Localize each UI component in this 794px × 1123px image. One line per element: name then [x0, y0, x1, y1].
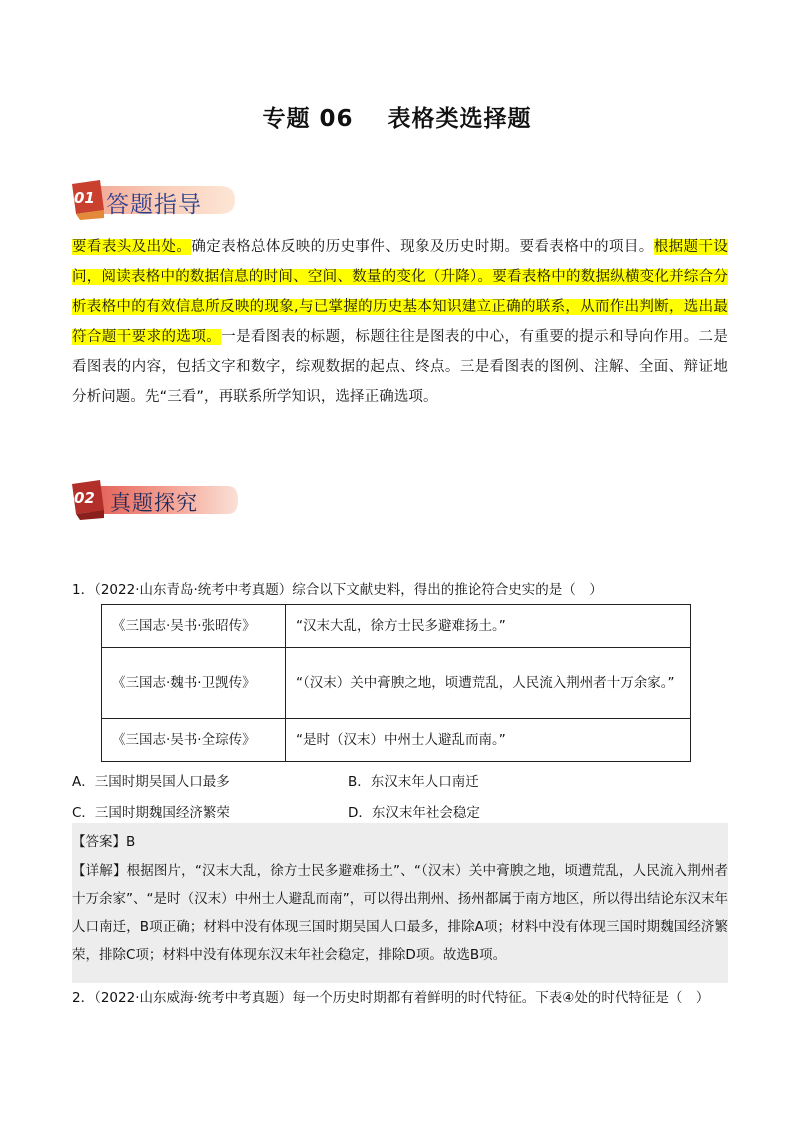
table-row: [102, 648, 691, 719]
guide-highlight-2: 根据题干设问，阅读表格中的数据信息的时间、空间、数量的变化（升降）。要看表格中的数据纵横变化并综合分析表格中的有效信息所反映的现象,与已掌握的历史基本知识建立正确的联系，从而作出判断，选出最符合题干要求的选项。: [72, 239, 728, 345]
guide-text-1: 确定表格总体反映的历史事件、现象及历史时期。要看表格中的项目。: [191, 239, 654, 255]
table-row: [102, 719, 691, 762]
title-part2: 表格类选择题: [387, 106, 532, 132]
option-a: A．三国时期吴国人口最多: [72, 774, 230, 790]
option-c: C．三国时期魏国经济繁荣: [72, 805, 230, 821]
source-table: [101, 604, 691, 762]
question-2-stem: 2．（2022·山东威海·统考中考真题）每一个历史时期都有着鲜明的时代特征。下表④处的时代特征是（ ）: [72, 990, 710, 1006]
guide-highlight-1: 要看表头及出处。: [72, 239, 192, 255]
source-cell: 《三国志·吴书·全琮传》: [102, 719, 286, 762]
section-banner-guide: [70, 180, 240, 220]
answer-line: 【答案】B: [72, 834, 136, 850]
section-number: 01: [74, 189, 95, 207]
quote-cell: “是时（汉末）中州士人避乱而南。”: [286, 719, 691, 762]
guide-paragraph: [72, 232, 728, 412]
table-row: [102, 605, 691, 648]
section-label: 真题探究: [110, 491, 198, 515]
question-1-stem: 1．（2022·山东青岛·统考中考真题）综合以下文献史料，得出的推论符合史实的是（ ）: [72, 582, 603, 598]
guide-text-2: 一是看图表的标题，标题往往是图表的中心，有重要的提示和导向作用。二是看图表的内容，包括文字和数字，综观数据的起点、终点。三是看图表的图例、注解、全面、辩证地分析问题。先“三看”，再联系所学知识，选择正确选项。: [72, 329, 729, 405]
source-cell: 《三国志·吴书·张昭传》: [102, 605, 286, 648]
option-b: B．东汉末年人口南迁: [348, 774, 479, 790]
section-number: 02: [74, 489, 95, 507]
quote-cell: “（汉末）关中膏腴之地，顷遭荒乱，人民流入荆州者十万余家。”: [286, 648, 691, 719]
quote-cell: “汉末大乱，徐方士民多避难扬土。”: [286, 605, 691, 648]
page-title: [0, 100, 794, 133]
title-part1: 专题 06: [262, 106, 354, 132]
source-cell: 《三国志·魏书·卫觊传》: [102, 648, 286, 719]
option-d: D．东汉末年社会稳定: [348, 805, 480, 821]
section-banner-questions: [70, 480, 240, 520]
section-label: 答题指导: [106, 192, 202, 218]
answer-detail: 【详解】根据图片，“汉末大乱，徐方士民多避难扬土”、“（汉末）关中膏腴之地，顷遭荒乱，人民流入荆州者十万余家”、“是时（汉末）中州士人避乱而南”，可以得出荆州、扬州都属于南方地区，所以得出结论东汉末年人口南迁，B项正确；材料中没有体现三国时期吴国人口最多，排除A项；材料中没有体现三国时期魏国经济繁荣，排除C项；材料中没有体现东汉末年社会稳定，排除D项。故选B项。: [72, 863, 728, 963]
